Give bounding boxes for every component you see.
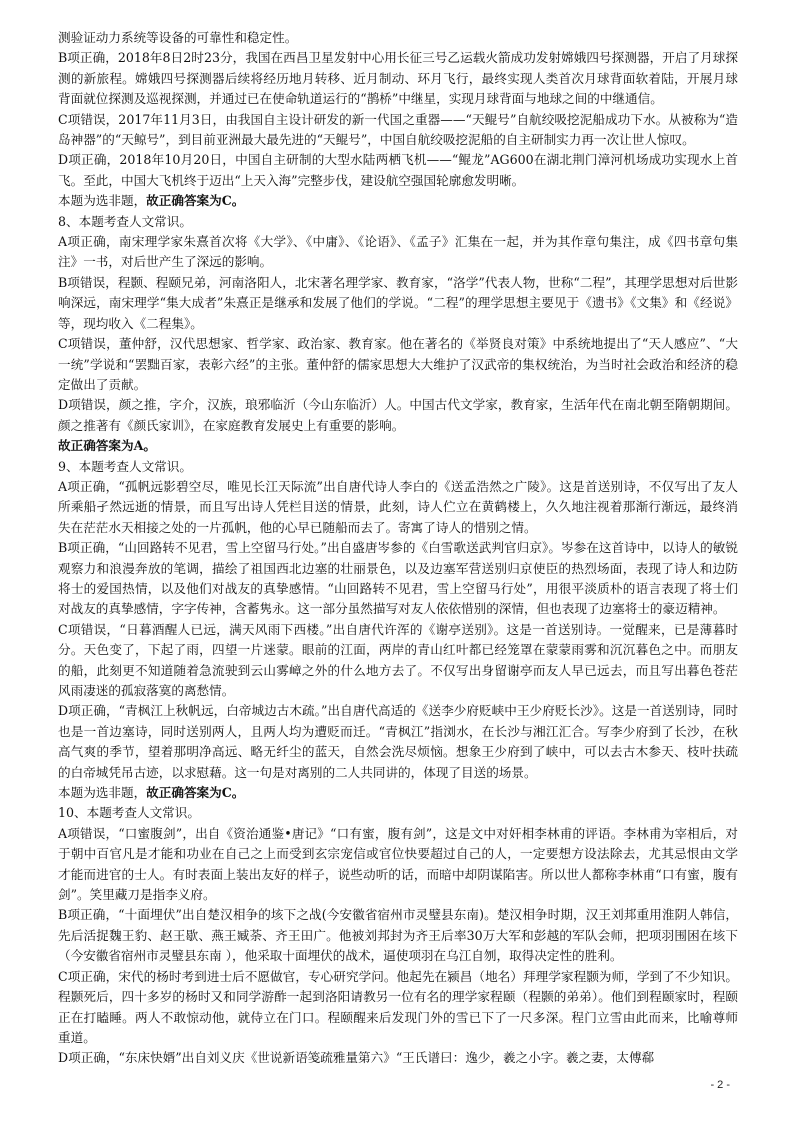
paragraph bbox=[58, 273, 738, 334]
paragraph bbox=[58, 395, 738, 436]
paragraph bbox=[58, 620, 738, 702]
paragraph-text: C项错误，2017年11月3日，由我国自主设计研发的新一代国之重器——“天鲲号”自航绞吸挖泥船成功下水。从被称为“造岛神器”的“天鲸号”，到目前亚洲最大最先进的“天鲲号”，中国自航绞吸挖泥船的自主研制实力再一次让世人惊叹。 bbox=[58, 111, 738, 148]
paragraph bbox=[58, 824, 738, 906]
paragraph bbox=[58, 783, 738, 803]
paragraph bbox=[58, 232, 738, 273]
paragraph-text: C项正确，宋代的杨时考到进士后不愿做官，专心研究学问。他起先在颍昌（地名）拜理学家程颢为师，学到了不少知识。程颢死后，四十多岁的杨时又和同学游酢一起到洛阳请教另一位有名的理学家程颐（程颢的弟弟）。他们到程颐家时，程颐正在打瞌睡。两人不敢惊动他，就侍立在门口。程颐醒来后发现门外的雪已下了一尺多深。程门立雪由此而来，比喻尊师重道。 bbox=[58, 968, 738, 1045]
answer-conclusion: 故正确答案为C。 bbox=[146, 193, 245, 209]
paragraph-text: D项正确，“东床快婿”出自刘义庆《世说新语笺疏雅量第六》“王氏谱曰：逸少，羲之小字。羲之妻，太傅郗 bbox=[58, 1050, 655, 1066]
paragraph-text: 10、本题考查人文常识。 bbox=[58, 805, 200, 821]
paragraph-text: A项错误，“口蜜腹剑”，出自《资治通鉴•唐记》“口有蜜，腹有剑”，这是文中对奸相李林甫的评语。李林甫为宰相后，对于朝中百官凡是才能和功业在自己之上而受到玄宗宠信或官位快要超过自己的人，一定要想方设法除去，尤其忌恨由文学才能而进官的士人。有时表面上装出友好的样子，说些动听的话，而暗中却阴谋陷害。所以世人都称李林甫“口有蜜，腹有剑”。笑里藏刀是指李义府。 bbox=[58, 825, 738, 903]
paragraph-text: D项错误，颜之推，字介，汉族，琅邪临沂（今山东临沂）人。中国古代文学家，教育家，生活年代在南北朝至隋朝期间。颜之推著有《颜氏家训》，在家庭教育发展史上有重要的影响。 bbox=[58, 397, 738, 433]
paragraph-text: B项正确，2018年8日2时23分，我国在西昌卫星发射中心用长征三号乙运载火箭成功发射嫦娥四号探测器，开启了月球探测的新旅程。嫦娥四号探测器后续将经历地月转移、近月制动、环月飞行，最终实现人类首次月球背面软着陆，开展月球背面就位探测及巡视探测，并通过已在使命轨道运行的“鹊桥”中继星，实现月球背面与地球之间的中继通信。 bbox=[58, 50, 738, 107]
paragraph bbox=[58, 701, 738, 783]
paragraph-text: B项错误，程颢、程颐兄弟，河南洛阳人，北宋著名理学家、教育家，“洛学”代表人物，世称“二程”，其理学思想对后世影响深远，南宋理学“集大成者”朱熹正是继承和发展了他们的学说。“二程”的理学思想主要见于《遗书》《文集》和《经说》等，现均收入《二程集》。 bbox=[58, 274, 738, 331]
paragraph bbox=[58, 538, 738, 620]
paragraph-text: 故正确答案为A。 bbox=[58, 438, 156, 454]
paragraph bbox=[58, 191, 738, 211]
paragraph bbox=[58, 905, 738, 966]
paragraph-text: A项正确，南宋理学家朱熹首次将《大学》、《中庸》、《论语》、《孟子》汇集在一起，并为其作章句集注，成《四书章句集注》一书，对后世产生了深远的影响。 bbox=[58, 234, 738, 270]
paragraph-text: B项正确，“山回路转不见君，雪上空留马行处。”出自盛唐岑参的《白雪歌送武判官归京》。岑参在这首诗中，以诗人的敏锐观察力和浪漫奔放的笔调，描绘了祖国西北边塞的壮丽景色，以及边塞军营送别归京使臣的热烈场面，表现了诗人和边防将士的爱国热情，以及他们对战友的真挚感情。“山回路转不见君，雪上空留马行处”，用很平淡质朴的语言表现了将士们对战友的真挚感情，字字传神，含蓄隽永。这一部分虽然描写对友人依依惜别的深情，但也表现了边塞将士的豪迈精神。 bbox=[58, 540, 738, 617]
paragraph bbox=[58, 28, 738, 48]
paragraph bbox=[58, 150, 738, 191]
paragraph-text: D项正确，“青枫江上秋帆远，白帝城边古木疏。”出自唐代高适的《送李少府贬峡中王少府贬长沙》。这是一首送别诗，同时也是一首边塞诗，同时送别两人，且两人均为遭贬而迁。“青枫江”指浏水，在长沙与湘江汇合。写李少府到了长沙，在秋高气爽的季节，望着那明净高远、略无纤尘的蓝天，自然会洗尽烦恼。想象王少府到了峡中，可以去古木参天、枝叶扶疏的白帝城凭吊古迹，以求慰藉。这一句是对离别的二人共同讲的，体现了目送的场景。 bbox=[58, 703, 738, 780]
paragraph bbox=[58, 477, 738, 538]
paragraph-text: B项正确，“十面埋伏”出自楚汉相争的垓下之战(今安徽省宿州市灵璧县东南)。楚汉相争时期，汉王刘邦重用淮阴人韩信，先后活捉魏王豹、赵王歇、燕王臧荼、齐王田广。他被刘邦封为齐王后率30万大军和彭越的军队会师，把项羽围困在垓下（今安徽省宿州市灵璧县东南 ），他采取十面埋伏的战术，逼使项羽在乌江自刎，取得决定性的胜利。 bbox=[58, 907, 738, 964]
paragraph bbox=[58, 110, 738, 151]
paragraph-text: 8、本题考查人文常识。 bbox=[58, 213, 192, 229]
paragraph bbox=[58, 212, 738, 232]
document-body bbox=[58, 28, 738, 1069]
paragraph-text: D项正确，2018年10月20日，中国自主研制的大型水陆两栖飞机——“鲲龙”AG600在湖北荆门漳河机场成功实现水上首飞。至此，中国大飞机终于迈出“上天入海”完整步伐，建设航空强国轮廓愈发明晰。 bbox=[58, 152, 738, 188]
paragraph-text: 9、本题考查人文常识。 bbox=[58, 458, 192, 474]
paragraph-text: 本题为选非题， bbox=[58, 193, 147, 209]
paragraph bbox=[58, 436, 738, 456]
paragraph bbox=[58, 967, 738, 1049]
paragraph bbox=[58, 1048, 738, 1068]
paragraph bbox=[58, 457, 738, 477]
paragraph bbox=[58, 803, 738, 823]
paragraph-text: C项错误，董仲舒，汉代思想家、哲学家、政治家、教育家。他在著名的《举贤良对策》中系统地提出了“天人感应”、“大一统”学说和“罢黜百家，表彰六经”的主张。董仲舒的儒家思想大大维护了汉武帝的集权统治，为当时社会政治和经济的稳定做出了贡献。 bbox=[58, 336, 738, 392]
paragraph-text: A项正确，“孤帆远影碧空尽，唯见长江天际流”出自唐代诗人李白的《送孟浩然之广陵》。这是首送别诗，不仅写出了友人所乘船孑然远逝的情景，而且写出诗人凭栏目送的情景，此刻，诗人伫立在黄鹤楼上，久久地注视着那渐行渐远，最终消失在茫茫水天相接之处的一片孤帆，他的心早已随船而去了。寄寓了诗人的惜别之情。 bbox=[58, 478, 738, 535]
paragraph-text: 本题为选非题， bbox=[58, 785, 147, 801]
paragraph-text: C项错误，“日暮酒醒人已远，满天风雨下西楼。”出自唐代许浑的《谢亭送别》。这是一首送别诗。一觉醒来，已是薄暮时分。天色变了，下起了雨，四望一片迷蒙。眼前的江面，两岸的青山红叶都已经笼罩在蒙蒙雨雾和沉沉暮色之中。而朋友的船，此刻更不知道随着急流驶到云山雾嶂之外的什么地方去了。不仅写出身留谢亭而友人早已远去，而且写出暮色苍茫风雨凄迷的孤寂落寞的离愁情。 bbox=[58, 621, 738, 698]
paragraph-text: 测验证动力系统等设备的可靠性和稳定性。 bbox=[58, 30, 298, 45]
page-number: - 2 - bbox=[710, 1078, 730, 1091]
answer-conclusion: 故正确答案为C。 bbox=[146, 785, 245, 801]
paragraph bbox=[58, 48, 738, 109]
paragraph bbox=[58, 334, 738, 395]
